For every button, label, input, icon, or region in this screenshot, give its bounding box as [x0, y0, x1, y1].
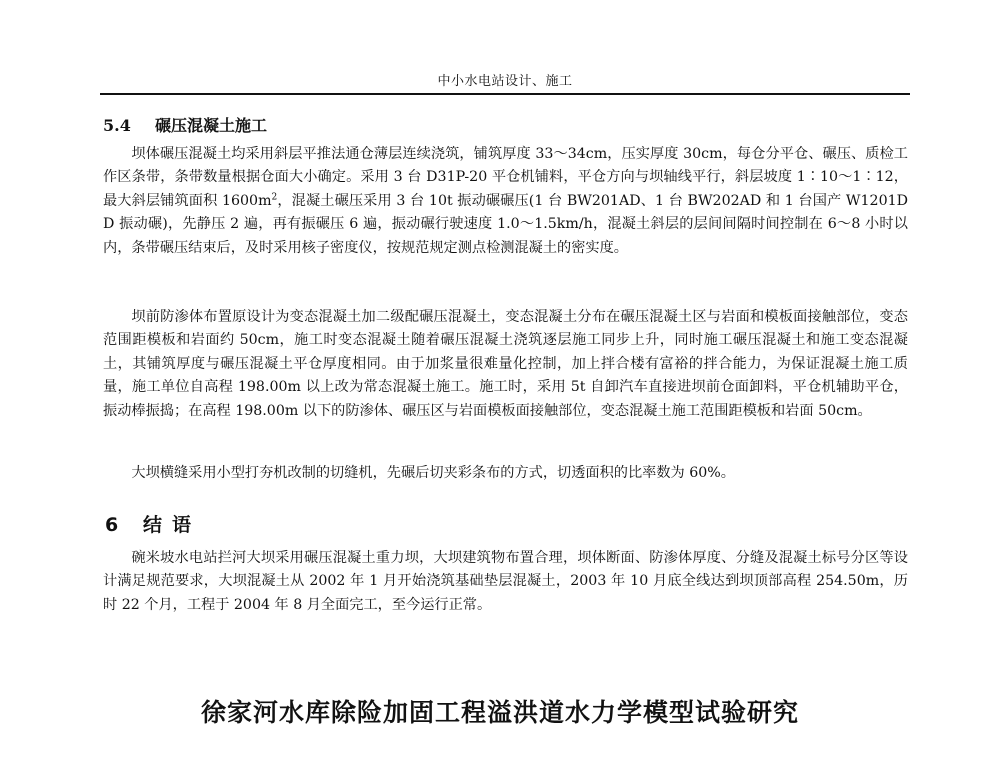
- header-rule: [100, 93, 910, 95]
- para1-superscript: 2: [271, 192, 278, 203]
- section-6-heading: [105, 510, 201, 537]
- section-5-4-paragraph-3: 大坝横缝采用小型打夯机改制的切缝机，先碾后切夹彩条布的方式，切透面积的比率数为 60%。: [131, 465, 735, 481]
- section-5-4-number: 5.4: [103, 116, 131, 135]
- section-6-title: 结语: [143, 514, 202, 536]
- para1-text-b: ，混凝土碾压采用 3 台 10t 振动碾碾压(1 台 BW201AD、1 台 BW202AD 和 1 台国产 W1201DD 振动碾)，先静压 2 遍，再有振碾压 6 遍，振动碾行驶速度 1.0～1.5km/h，混凝土斜层的层间间隔时间控制在 6～8 小时以内，条带碾压结束后，及时采用核子密度仪，按规范规定测点检测混凝土的密实度。: [103, 192, 908, 256]
- section-5-4-paragraph-2: 坝前防渗体布置原设计为变态混凝土加二级配碾压混凝土，变态混凝土分布在碾压混凝土区与岩面和模板面接触部位，变态范围距模板和岩面约 50cm，施工时变态混凝土随着碾压混凝土浇筑逐层施工同步上升，同时施工碾压混凝土和施工变态混凝土，其铺筑厚度与碾压混凝土平仓厚度相同。由于加浆量很难量化控制，加上拌合楼有富裕的拌合能力，为保证混凝土施工质量，施工单位自高程 198.00m 以上改为常态混凝土施工。施工时，采用 5t 自卸汽车直接进坝前仓面卸料，平仓机辅助平仓，振动棒振捣；在高程 198.00m 以下的防渗体、碾压区与岩面模板面接触部位，变态混凝土施工范围距模板和岩面 50cm。: [103, 309, 908, 419]
- section-5-4-title: 碾压混凝土施工: [155, 116, 268, 135]
- para1-text-a: 坝体碾压混凝土均采用斜层平推法通仓薄层连续浇筑，铺筑厚度 33～34cm，压实厚度 30cm，每仓分平仓、碾压、质检工作区条带，条带数量根据仓面大小确定。采用 3 台 D31P-20 平仓机铺料，平仓方向与坝轴线平行，斜层坡度 1∶10～1∶12，最大斜层铺筑面积 1600m: [103, 146, 908, 209]
- section-5-4-paragraph-1: [103, 143, 908, 260]
- next-article-title: 徐家河水库除险加固工程溢洪道水力学模型试验研究: [200, 698, 799, 727]
- section-6-paragraph-1: 碗米坡水电站拦河大坝采用碾压混凝土重力坝，大坝建筑物布置合理，坝体断面、防渗体厚度、分缝及混凝土标号分区等设计满足规范要求，大坝混凝土从 2002 年 1 月开始浇筑基础垫层混凝土，2003 年 10 月底全线达到坝顶部高程 254.50m，历时 22 个月，工程于 2004 年 8 月全面完工，至今运行正常。: [103, 550, 908, 613]
- section-5-4-heading: [103, 113, 267, 136]
- running-header: 中小水电站设计、施工: [437, 74, 573, 89]
- section-6-number: 6: [105, 514, 119, 536]
